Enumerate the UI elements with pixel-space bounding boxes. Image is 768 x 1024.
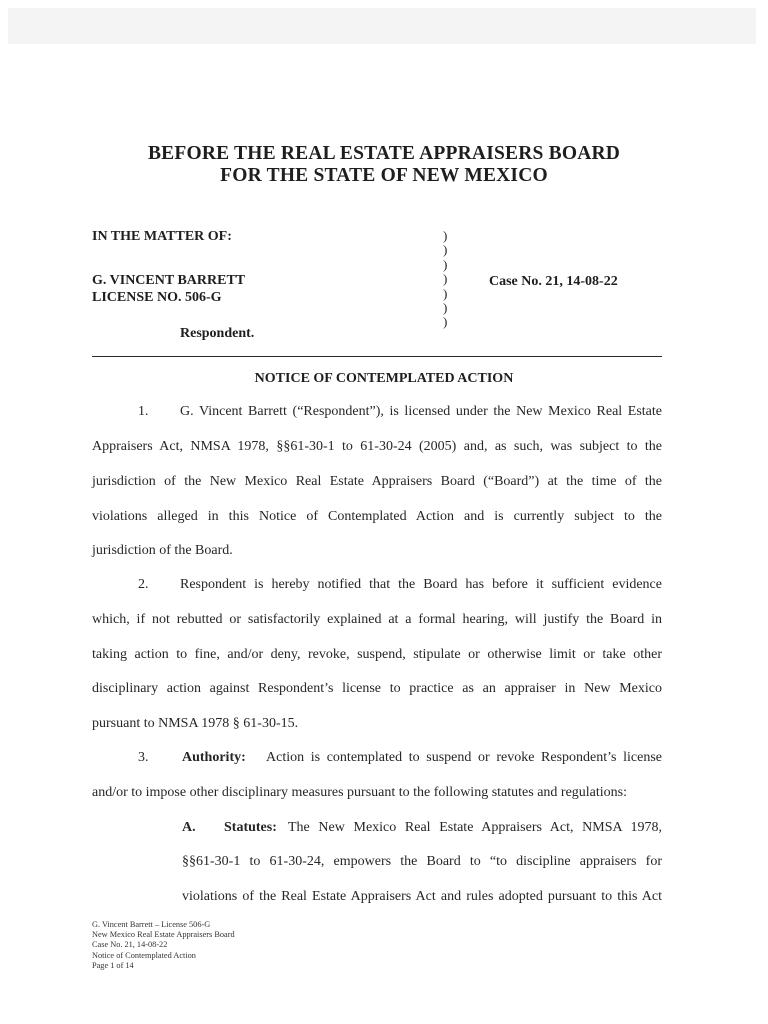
paragraph-2-line: taking action to fine, and/or deny, revoke, suspend, stipulate or otherwise limit or take other [92,647,662,662]
paragraph-1-line: Appraisers Act, NMSA 1978, §§61-30-1 to 61-30-24 (2005) and, as such, was subject to the [92,439,662,454]
paragraph-2-line: pursuant to NMSA 1978 § 61-30-15. [92,716,299,731]
subparagraph-a-line: The New Mexico Real Estate Appraisers Act, NMSA 1978, [288,820,662,835]
caption-paren: ) [443,314,448,330]
paragraph-1-line: G. Vincent Barrett (“Respondent”), is licensed under the New Mexico Real Estate [180,404,662,419]
caption-paren: ) [443,242,448,258]
caption-divider-rule [92,356,662,357]
subparagraph-a-line: violations of the Real Estate Appraisers Act and rules adopted pursuant to this Act [182,889,662,904]
paragraph-3-line: Action is contemplated to suspend or revoke Respondent’s license [266,750,662,765]
paragraph-number: 3. [138,750,149,765]
board-title-line-1: BEFORE THE REAL ESTATE APPRAISERS BOARD [147,143,621,164]
board-title-line-2: FOR THE STATE OF NEW MEXICO [220,165,548,186]
paragraph-number: 2. [138,577,149,592]
in-the-matter-of-label: IN THE MATTER OF: [92,229,232,244]
caption-paren: ) [443,300,448,316]
paragraph-1-line: violations alleged in this Notice of Contemplated Action and is currently subject to the [92,509,662,524]
authority-label: Authority: [182,750,246,765]
paragraph-3-line: and/or to impose other disciplinary measures pursuant to the following statutes and regulations: [92,785,628,800]
respondent-name: G. VINCENT BARRETT [92,273,246,288]
paragraph-2-line: Respondent is hereby notified that the Board has before it sufficient evidence [180,577,662,592]
paragraph-number: 1. [138,404,149,419]
license-number: LICENSE NO. 506-G [92,290,222,305]
subparagraph-letter: A. [182,820,196,835]
caption-paren: ) [443,285,448,301]
footer-line: Page 1 of 14 [92,960,134,970]
subparagraph-a-line: §§61-30-1 to 61-30-24, empowers the Board to “to discipline appraisers for [182,854,662,869]
caption-parentheses-column [443,229,455,330]
footer-line: G. Vincent Barrett – License 506-G [92,920,211,929]
viewer-toolbar-strip [8,8,756,44]
page-footer [92,920,235,971]
paragraph-2-line: which, if not rebutted or satisfactorily explained at a formal hearing, will justify the Board in [92,612,662,627]
statutes-label: Statutes: [224,820,277,835]
notice-heading: NOTICE OF CONTEMPLATED ACTION [254,371,514,386]
caption-paren: ) [443,256,448,272]
respondent-label: Respondent. [180,326,255,341]
footer-line: New Mexico Real Estate Appraisers Board [92,930,235,940]
paragraph-1-line: jurisdiction of the New Mexico Real Estate Appraisers Board (“Board”) at the time of the [92,474,662,489]
paragraph-1-line: jurisdiction of the Board. [92,543,233,558]
case-number: Case No. 21, 14-08-22 [489,274,618,289]
footer-line: Case No. 21, 14-08-22 [92,940,168,950]
caption-paren: ) [443,228,448,243]
caption-paren: ) [443,271,448,287]
paragraph-2-line: disciplinary action against Respondent’s license to practice as an appraiser in New Mexico [92,681,662,696]
footer-line: Notice of Contemplated Action [92,950,196,960]
